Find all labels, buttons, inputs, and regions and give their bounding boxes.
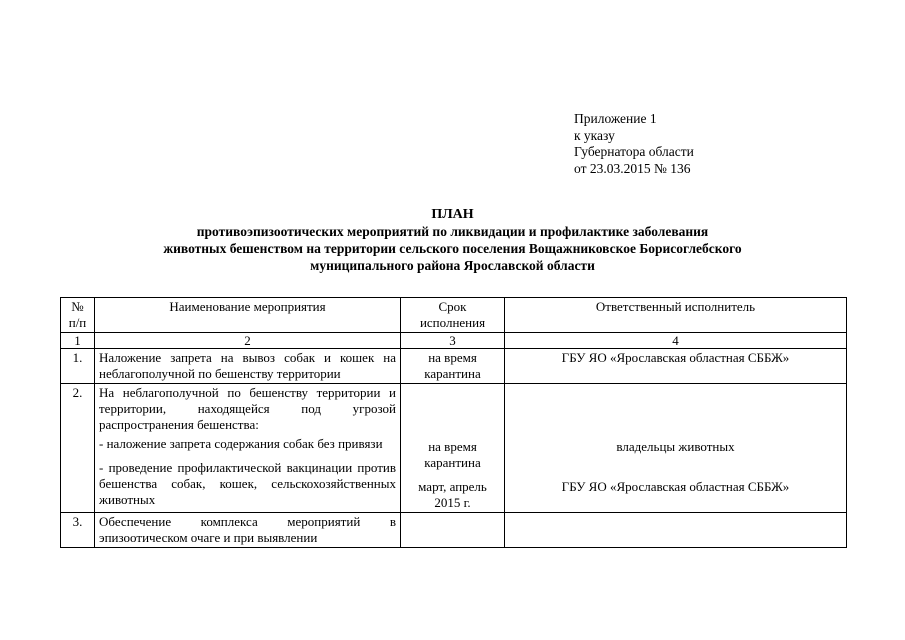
column-number-row <box>61 333 847 349</box>
heading-line: муниципального района Ярославской области <box>310 258 595 273</box>
header-resp: Ответственный исполнитель <box>505 298 847 333</box>
column-number: 3 <box>401 333 505 349</box>
row-responsible: ГБУ ЯО «Ярославская областная СББЖ» <box>505 349 847 384</box>
header-num: № п/п <box>61 298 95 333</box>
header-term: Срок исполнения <box>401 298 505 333</box>
row-number: 1. <box>61 349 95 384</box>
row-subitem-responsible: ГБУ ЯО «Ярославская областная СББЖ» <box>561 479 790 494</box>
row-term <box>401 513 505 548</box>
appendix-line: от 23.03.2015 № 136 <box>574 160 691 176</box>
row-name: Наложение запрета на вывоз собак и кошек на неблагополучной по бешенству территории <box>95 349 401 384</box>
header-name: Наименование мероприятия <box>95 298 401 333</box>
row-subitem-name: - наложение запрета содержания собак без привязи <box>99 436 383 451</box>
plan-table <box>60 297 847 548</box>
row-name-cell <box>95 384 401 513</box>
document-heading <box>60 206 845 274</box>
appendix-line: к указу <box>574 127 615 143</box>
row-term-cell <box>401 384 505 513</box>
column-number: 2 <box>95 333 401 349</box>
row-name: Обеспечение комплекса мероприятий в эпизоотическом очаге и при выявлении <box>95 513 401 548</box>
row-subitem-term: март, апрель 2015 г. <box>418 479 487 510</box>
row-name: На неблагополучной по бешенству территории и территории, находящейся под угрозой распространения бешенства: <box>99 385 396 432</box>
appendix-block <box>574 111 874 177</box>
row-responsible-cell <box>505 384 847 513</box>
row-number: 2. <box>61 384 95 513</box>
heading-line: животных бешенством на территории сельского поселения Вощажниковское Борисоглебского <box>163 241 742 256</box>
row-subitem-name: - проведение профилактической вакцинации против бешенства собак, кошек, сельскохозяйственных животных <box>99 460 396 507</box>
document-title: ПЛАН <box>431 207 474 222</box>
row-responsible <box>505 513 847 548</box>
row-term: на время карантина <box>401 349 505 384</box>
appendix-line: Приложение 1 <box>574 111 657 126</box>
table-row <box>61 384 847 513</box>
table-row <box>61 513 847 548</box>
heading-line: противоэпизоотических мероприятий по ликвидации и профилактике заболевания <box>196 224 709 239</box>
row-subitem-responsible: владельцы животных <box>616 439 735 454</box>
row-subitem-term: на время карантина <box>424 439 481 470</box>
appendix-line: Губернатора области <box>574 144 694 159</box>
column-number: 1 <box>61 333 95 349</box>
column-number: 4 <box>505 333 847 349</box>
table-header-row <box>61 298 847 333</box>
table-row <box>61 349 847 384</box>
row-number: 3. <box>61 513 95 548</box>
